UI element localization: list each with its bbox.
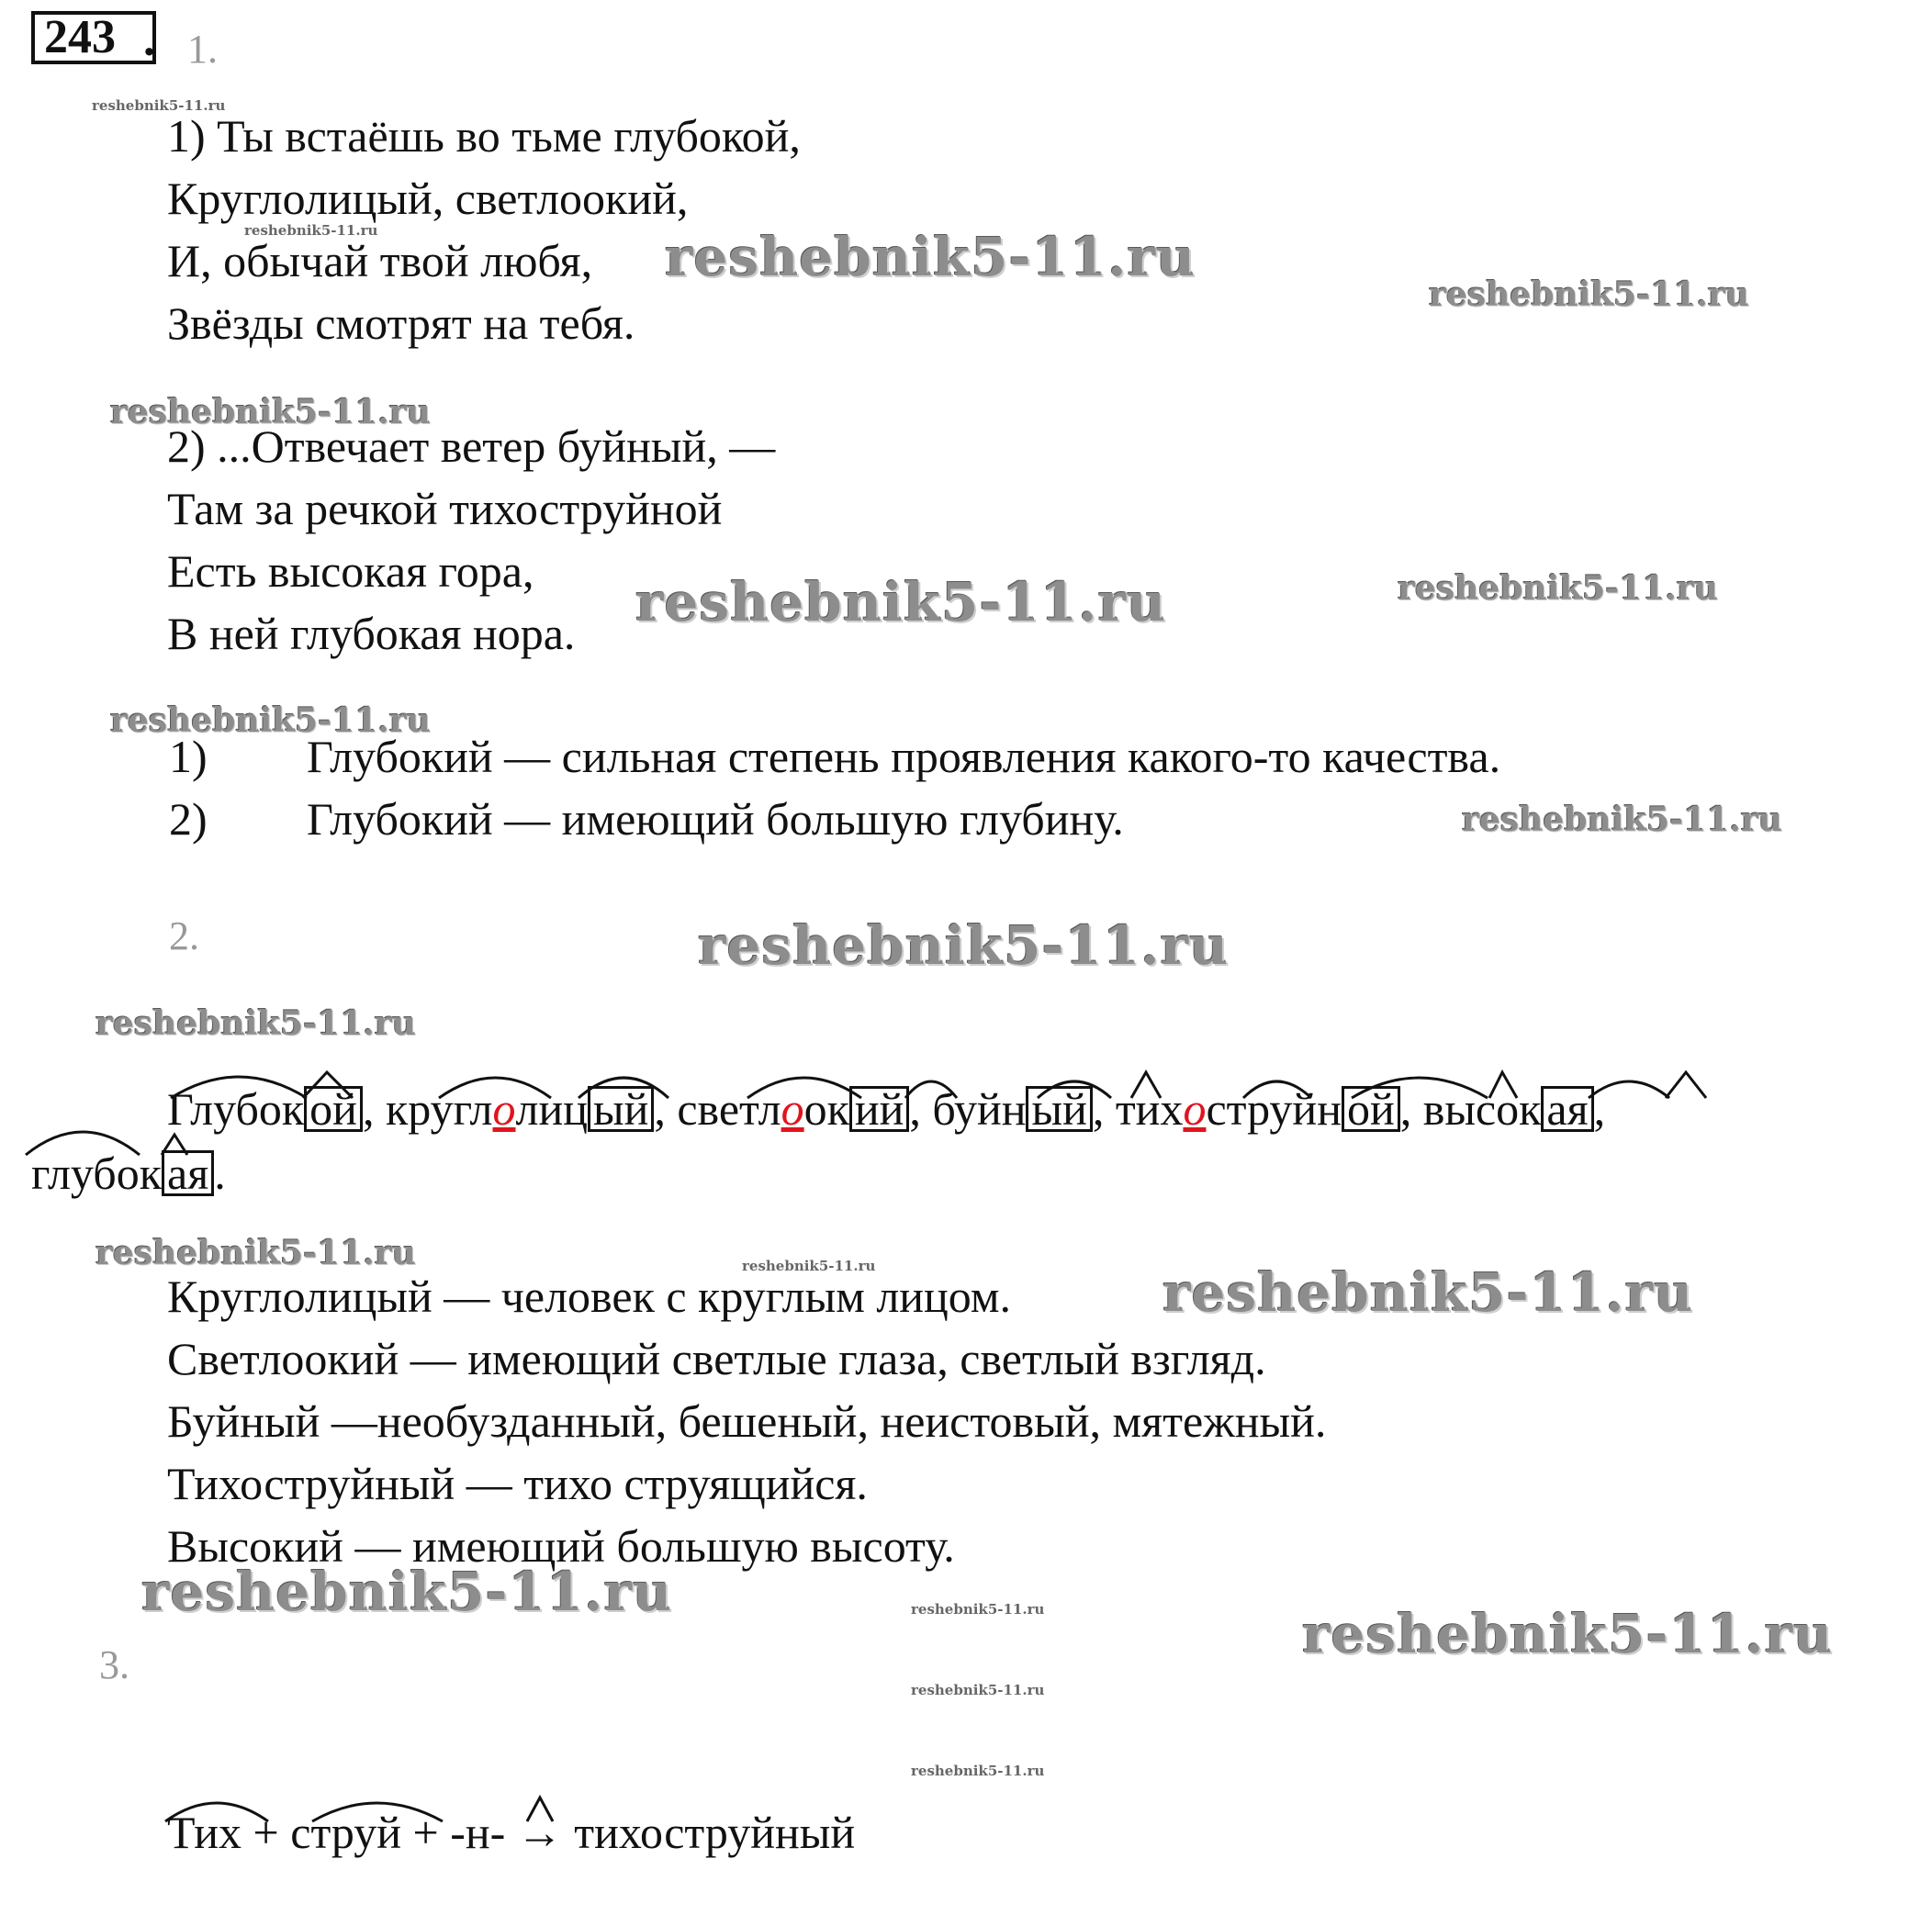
separator: , xyxy=(909,1083,933,1135)
poem1-line-1: 1) Ты встаёшь во тьме глубокой, xyxy=(167,110,801,162)
word-glubokaya-ending: ая xyxy=(162,1150,214,1196)
root-arc xyxy=(1589,1081,1669,1098)
watermark: reshebnik5-11.ru xyxy=(95,1004,416,1043)
word-kruglolitsy-ending: ый xyxy=(588,1086,654,1132)
root-arc xyxy=(171,1077,307,1098)
watermark: reshebnik5-11.ru xyxy=(911,1763,1045,1779)
connecting-vowel: о xyxy=(1183,1083,1207,1135)
definition-5: Высокий — имеющий большую высоту. xyxy=(167,1520,955,1572)
word-glubokoy-stem: Глубок xyxy=(167,1083,305,1135)
connecting-vowel: о xyxy=(781,1083,804,1135)
root-arc xyxy=(747,1078,861,1098)
root-arc xyxy=(165,1803,268,1821)
suffix-caret xyxy=(1131,1072,1161,1098)
watermark: reshebnik5-11.ru xyxy=(665,226,1196,288)
word-vysokaya-stem: высок xyxy=(1422,1083,1542,1135)
definition-4: Тихоструйный — тихо струящийся. xyxy=(167,1458,868,1509)
poem2-line-1: 2) ...Отвечает ветер буйный, — xyxy=(167,420,776,472)
meaning-2-text: Глубокий — имеющий большую глубину. xyxy=(307,793,1124,845)
word-svetlooky-root1: светл xyxy=(677,1083,781,1135)
watermark: reshebnik5-11.ru xyxy=(141,1561,673,1623)
watermark: reshebnik5-11.ru xyxy=(244,222,378,239)
root-arc xyxy=(578,1078,668,1098)
watermark: reshebnik5-11.ru xyxy=(635,571,1167,633)
root-arc xyxy=(905,1081,957,1098)
root-arc xyxy=(1243,1081,1311,1098)
watermark: reshebnik5-11.ru xyxy=(110,393,431,431)
poem1-line-2: Круглолицый, светлоокий, xyxy=(167,173,689,224)
meaning-1-number: 1) xyxy=(169,731,208,782)
poem2-line-4: В ней глубокая нора. xyxy=(167,608,576,659)
watermark: reshebnik5-11.ru xyxy=(92,97,226,114)
line-end-period: . xyxy=(214,1148,226,1199)
separator: , xyxy=(1399,1083,1423,1135)
word-kruglolitsy-root1: кругл xyxy=(385,1083,493,1135)
poem2-line-3: Есть высокая гора, xyxy=(167,545,534,597)
word-tikhostruyny-root1: тих xyxy=(1115,1083,1184,1135)
word-svetlooky-root2: ок xyxy=(803,1083,849,1135)
suffix-caret xyxy=(1666,1072,1706,1098)
watermark: reshebnik5-11.ru xyxy=(1462,801,1782,839)
meaning-2-number: 2) xyxy=(169,793,208,845)
root-arc xyxy=(26,1132,140,1155)
word-vysokaya-ending: ая xyxy=(1541,1086,1593,1132)
definition-1: Круглолицый — человек с круглым лицом. xyxy=(167,1271,1011,1322)
suffix-caret xyxy=(303,1072,353,1098)
word-svetlooky-ending: ий xyxy=(849,1086,910,1132)
exercise-number-dot: . xyxy=(143,14,155,66)
definition-3: Буйный —необузданный, бешеный, неистовый, мятежный. xyxy=(167,1395,1327,1447)
watermark: reshebnik5-11.ru xyxy=(911,1682,1045,1698)
part-2-label: 2. xyxy=(169,913,199,958)
part-3-label: 3. xyxy=(99,1642,129,1687)
word-kruglolitsy-root2: лиц xyxy=(515,1083,588,1135)
separator: , xyxy=(362,1083,386,1135)
separator: , xyxy=(654,1083,678,1135)
watermark: reshebnik5-11.ru xyxy=(1398,569,1718,608)
word-glubokaya-stem: глубок xyxy=(31,1148,162,1199)
separator: , xyxy=(1092,1083,1116,1135)
root-arc xyxy=(439,1078,551,1098)
meaning-1-text: Глубокий — сильная степень проявления какого-то качества. xyxy=(307,731,1501,782)
poem1-line-4: Звёзды смотрят на тебя. xyxy=(167,297,635,349)
word-buyny-stem: буйн xyxy=(932,1083,1027,1135)
watermark: reshebnik5-11.ru xyxy=(742,1258,876,1274)
separator: , xyxy=(1593,1083,1606,1135)
suffix-caret xyxy=(1489,1072,1517,1098)
exercise-number: 243 xyxy=(31,11,156,64)
poem2-line-2: Там за речкой тихоструйной xyxy=(167,483,723,534)
word-tikhostruyny-ending: ой xyxy=(1342,1086,1400,1132)
watermark: reshebnik5-11.ru xyxy=(110,701,431,740)
poem1-line-3: И, обычай твой любя, xyxy=(167,235,593,286)
watermark: reshebnik5-11.ru xyxy=(95,1234,416,1272)
watermark: reshebnik5-11.ru xyxy=(1163,1261,1694,1324)
connecting-vowel: о xyxy=(492,1083,516,1135)
word-formation-formula: Тих + струй + -н- → тихоструйный xyxy=(167,1807,856,1858)
watermark: reshebnik5-11.ru xyxy=(1302,1603,1834,1665)
word-buyny-ending: ый xyxy=(1026,1086,1092,1132)
definition-2: Светлоокий — имеющий светлые глаза, светлый взгляд. xyxy=(167,1333,1266,1384)
root-arc xyxy=(312,1803,443,1821)
part-1-label: 1. xyxy=(187,27,218,72)
word-tikhostruyny-root2: струйн xyxy=(1206,1083,1342,1135)
watermark: reshebnik5-11.ru xyxy=(698,914,1230,977)
word-glubokoy-ending: ой xyxy=(304,1086,363,1132)
suffix-caret xyxy=(162,1135,187,1155)
suffix-caret xyxy=(527,1797,553,1821)
watermark: reshebnik5-11.ru xyxy=(911,1601,1045,1618)
watermark: reshebnik5-11.ru xyxy=(1429,275,1749,314)
root-arc xyxy=(1352,1078,1488,1098)
root-arc xyxy=(1038,1081,1111,1098)
